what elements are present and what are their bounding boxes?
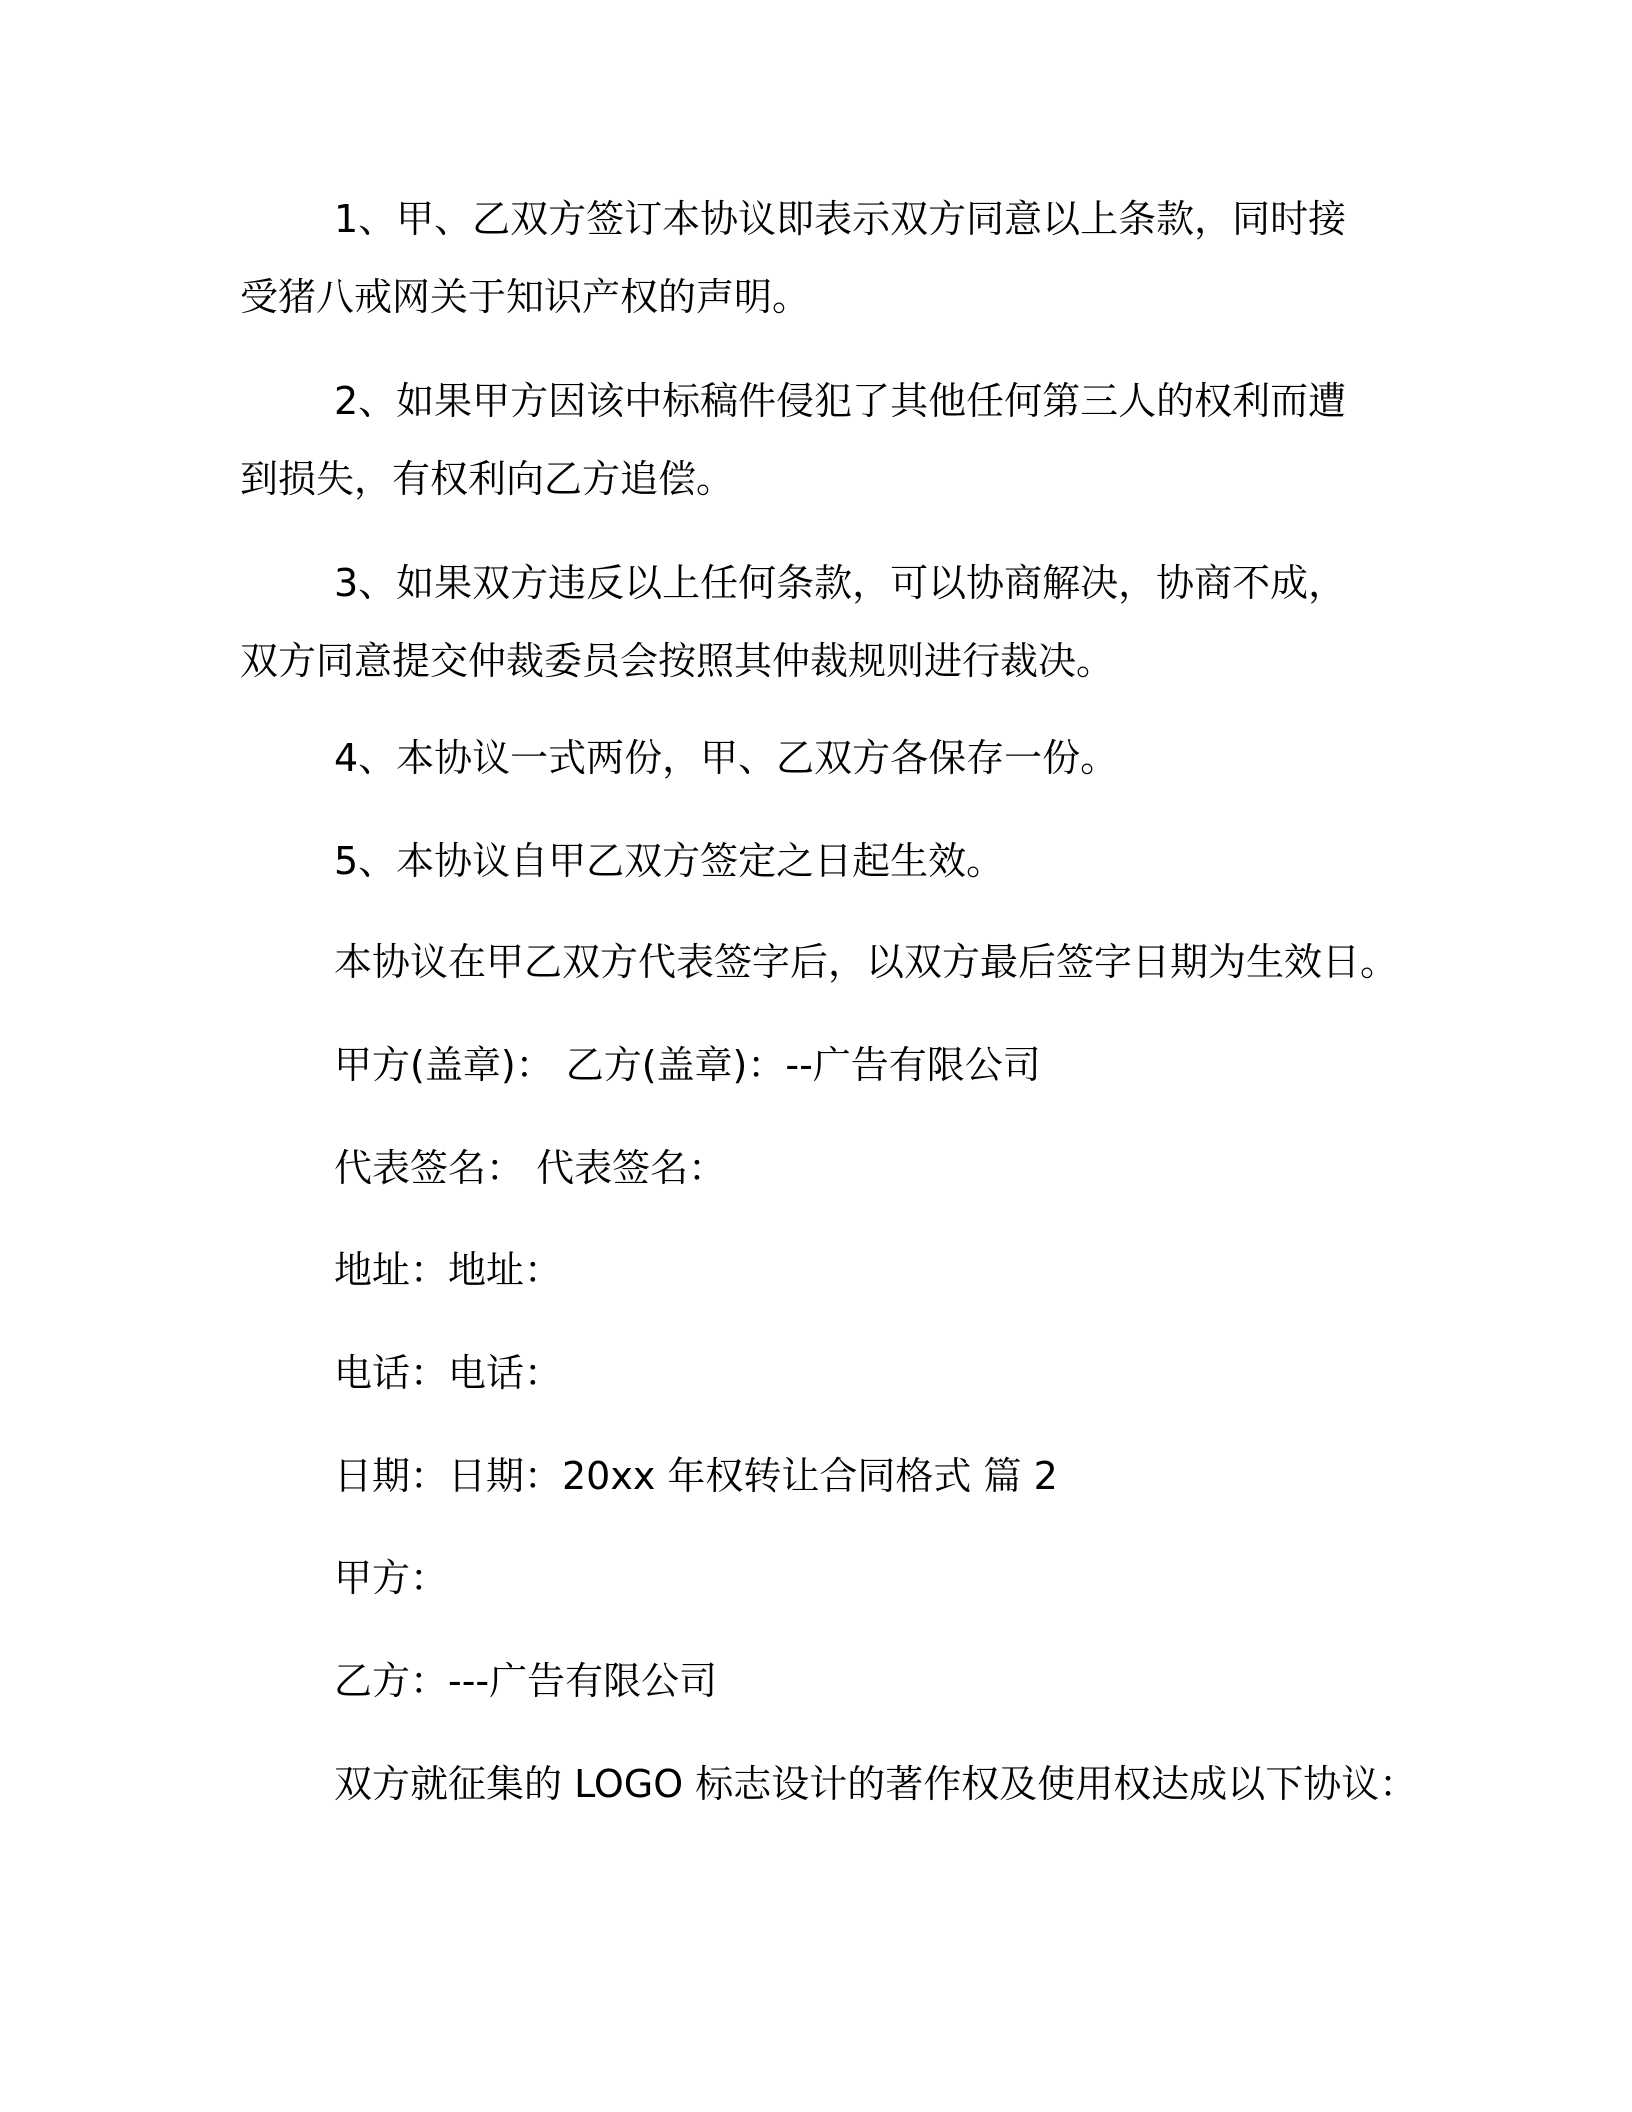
party-b-line: 乙方：---广告有限公司: [334, 1659, 718, 1703]
seal-line: 甲方(盖章)： 乙方(盖章)：--广告有限公司: [334, 1043, 1041, 1087]
clause-5: 5、本协议自甲乙双方签定之日起生效。: [334, 839, 1005, 883]
phone-line: 电话：电话：: [334, 1351, 563, 1395]
address-line: 地址：地址：: [334, 1248, 563, 1292]
date-line: 日期：日期：20xx 年权转让合同格式 篇 2: [334, 1454, 1058, 1498]
clause-3: 3、如果双方违反以上任何条款，可以协商解决，协商不成，双方同意提交仲裁委员会按照其仲裁规则进行裁决。: [240, 561, 1347, 683]
signature-line: 代表签名： 代表签名：: [334, 1146, 727, 1190]
party-a-line: 甲方：: [334, 1556, 449, 1600]
clause-2: 2、如果甲方因该中标稿件侵犯了其他任何第三人的权利而遭到损失，有权利向乙方追偿。: [240, 379, 1347, 501]
effective-note: 本协议在甲乙双方代表签字后，以双方最后签字日期为生效日。: [334, 940, 1399, 984]
clause-4: 4、本协议一式两份，甲、乙双方各保存一份。: [334, 736, 1119, 780]
clause-1: 1、甲、乙双方签订本协议即表示双方同意以上条款，同时接受猪八戒网关于知识产权的声明。: [240, 197, 1347, 319]
agreement-intro: 双方就征集的 LOGO 标志设计的著作权及使用权达成以下协议：: [334, 1762, 1418, 1806]
